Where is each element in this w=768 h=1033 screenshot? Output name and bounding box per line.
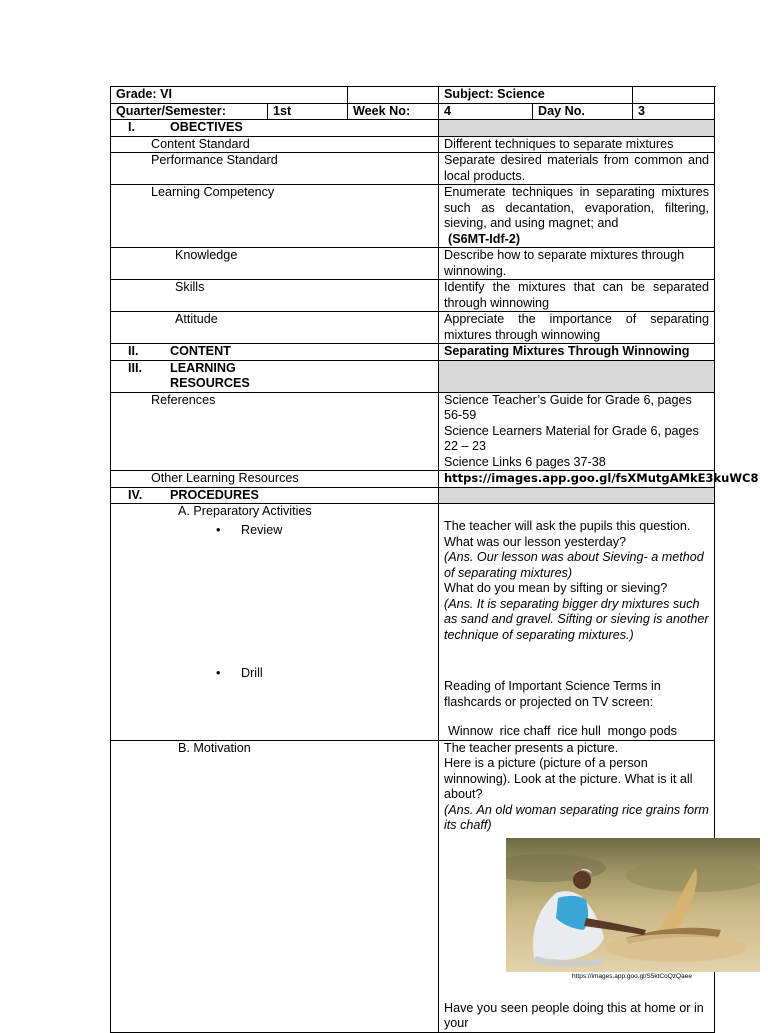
grade-cell: Grade: VI [111, 87, 348, 104]
week-value: 4 [439, 103, 533, 120]
reference-item: Science Learners Material for Grade 6, pages 22 – 23 [444, 423, 699, 453]
drill-word: rice hull [557, 724, 601, 738]
references-label: References [111, 392, 439, 471]
preparatory-left [111, 504, 439, 741]
bullet-dot-icon: • [216, 522, 221, 537]
competency-code: (S6MT-Idf-2) [448, 231, 521, 246]
winnowing-photo [506, 838, 760, 972]
content-standard-value: Different techniques to separate mixtures [439, 136, 715, 153]
day-label: Day No. [533, 103, 633, 120]
resources-heading-row [111, 360, 715, 392]
references-list [439, 392, 715, 471]
knowledge-label: Knowledge [111, 248, 439, 280]
content-standard-row [111, 136, 715, 153]
skills-row [111, 280, 715, 312]
learning-competency-value: Enumerate techniques in separating mixtures such as decantation, evaporation, filtering, sieving, and using magnet; and (S6MT-Idf-2) [439, 185, 715, 248]
preparatory-right [439, 504, 715, 741]
drill-text: Reading of Important Science Terms in flashcards or projected on TV screen: [444, 679, 661, 709]
header-row-1 [111, 87, 715, 104]
header-row-2 [111, 103, 715, 120]
attitude-value: Appreciate the importance of separating mixtures through winnowing [439, 312, 715, 344]
references-row [111, 392, 715, 471]
content-row [111, 344, 715, 361]
drill-word: Winnow [448, 724, 493, 738]
drill-item [116, 666, 433, 682]
performance-standard-value: Separate desired materials from common and local products. [439, 153, 715, 185]
subject-cell: Subject: Science [439, 87, 633, 104]
bullet-dot-icon: • [216, 666, 221, 680]
objectives-heading: I. OBECTIVES [111, 120, 439, 137]
motivation-left [111, 740, 439, 1032]
procedures-heading-row [111, 487, 715, 504]
quarter-label: Quarter/Semester: [111, 103, 268, 120]
procedures-heading: IV. PROCEDURES [111, 487, 439, 504]
skills-value: Identify the mixtures that can be separated through winnowing [439, 280, 715, 312]
learning-competency-label: Learning Competency [111, 185, 439, 248]
content-heading: II. CONTENT [111, 344, 439, 361]
week-label: Week No: [348, 103, 439, 120]
review-item [116, 523, 433, 539]
reference-item: Science Links 6 pages 37-38 [444, 454, 606, 469]
drill-word: rice chaff [499, 724, 551, 738]
learning-competency-row [111, 185, 715, 248]
image-caption: https://images.app.goo.gl/S5ktCoQzQaee [572, 972, 692, 980]
performance-standard-label: Performance Standard [111, 153, 439, 185]
drill-label: Drill [241, 666, 263, 680]
resources-heading: III. LEARNING RESOURCES [111, 360, 439, 392]
attitude-label: Attitude [111, 312, 439, 344]
other-resources-label: Other Learning Resources [111, 471, 439, 488]
knowledge-value: Describe how to separate mixtures through winnowing. [439, 248, 715, 280]
motivation-right: The teacher presents a picture. Here is a picture (picture of a person winnowing). Look at the picture. What is it all about? (Ans. An old woman separating rice grains form its chaff) https://images.app.goo.gl/S5ktCoQzQaee Have you seen people doing this at home or in your [439, 740, 715, 1032]
quarter-value: 1st [268, 103, 348, 120]
drill-words [444, 724, 709, 740]
review-text: The teacher will ask the pupils this question. What was our lesson yesterday? (Ans. Our lesson was about Sieving- a method of separating mixtures) What do you mean by sifting or sieving? (Ans. It is separating bigger dry mixtures such as sand and gravel. Sifting or sieving is another technique of separating mixtures.) [444, 519, 709, 642]
preparatory-label: A. Preparatory Activities [178, 504, 312, 518]
reference-item: Science Teacher’s Guide for Grade 6, pages 56-59 [444, 392, 692, 422]
other-resources-row [111, 471, 715, 488]
other-resources-link[interactable]: https://images.app.goo.gl/fsXMutgAMkE3kuWC8 [439, 471, 715, 488]
lesson-plan-table [110, 86, 759, 1033]
day-value: 3 [633, 103, 715, 120]
content-value: Separating Mixtures Through Winnowing [439, 344, 715, 361]
content-standard-label: Content Standard [111, 136, 439, 153]
attitude-row [111, 312, 715, 344]
closing-line: Have you seen people doing this at home or in your [444, 1000, 704, 1030]
objectives-heading-row [111, 120, 715, 137]
skills-label: Skills [111, 280, 439, 312]
performance-standard-row [111, 153, 715, 185]
drill-word: mongo pods [607, 724, 677, 738]
motivation-row [111, 740, 715, 1032]
review-label: Review [241, 522, 283, 537]
preparatory-row [111, 504, 715, 741]
knowledge-row [111, 248, 715, 280]
motivation-label: B. Motivation [178, 740, 251, 755]
